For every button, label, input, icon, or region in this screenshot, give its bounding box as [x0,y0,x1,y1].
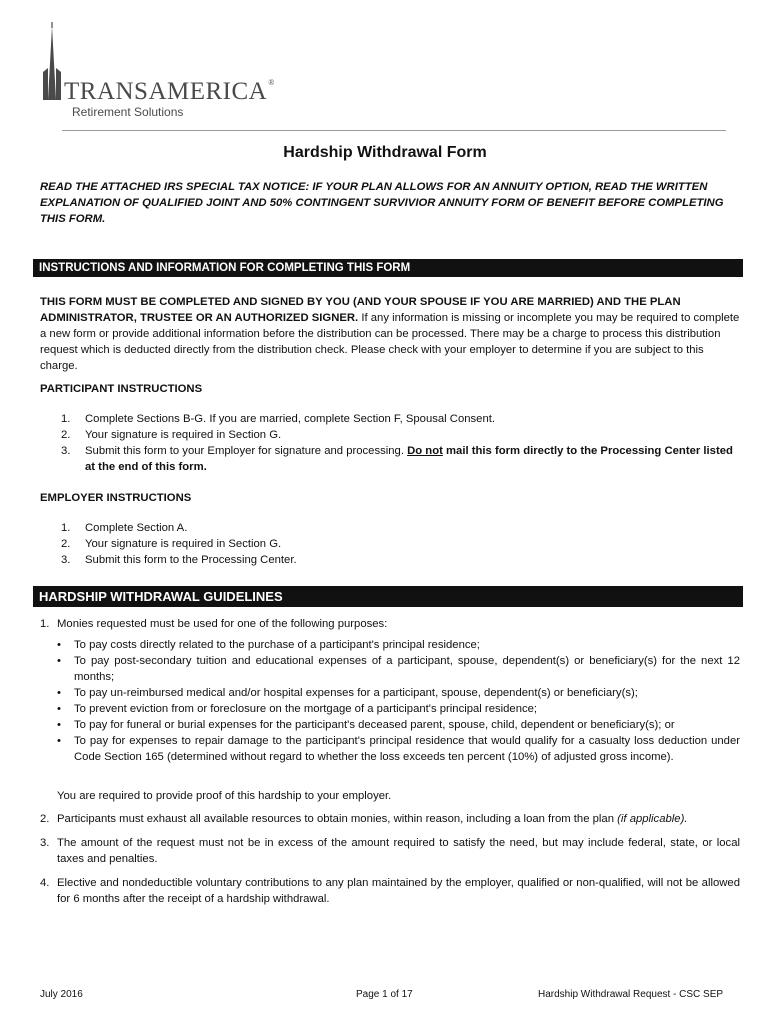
bullet-icon: • [57,703,61,715]
instructions-intro [40,294,740,374]
instructions-section-header: INSTRUCTIONS AND INFORMATION FOR COMPLETING THIS FORM [33,259,743,277]
purposes-bullet-list [57,637,740,765]
list-item: 2. Your signature is required in Section G. [61,429,282,441]
brand-name: TRANSAMERICA® [64,78,275,105]
brand-subtitle: Retirement Solutions [72,105,184,119]
bullet-icon: • [57,719,61,731]
participant-steps-list [40,411,740,475]
employer-steps-list [40,520,740,568]
list-item: • To pay costs directly related to the purchase of a participant's principal residence; [57,639,480,651]
employer-instructions-heading: EMPLOYER INSTRUCTIONS [40,492,192,504]
intro-bold-text: THIS FORM MUST BE COMPLETED AND SIGNED BY YOU (AND YOUR SPOUSE IF YOU ARE MARRIED) AND THE PLAN ADMINISTRATOR, TRUSTEE OR AN AUTHORIZED SIGNER. [40,296,681,324]
footer-date: July 2016 [40,989,83,1000]
participant-instructions-heading: PARTICIPANT INSTRUCTIONS [40,383,203,395]
list-item: • To pay un-reimbursed medical and/or hospital expenses for a participant, spouse, dependent(s) or beneficiary(s); [57,687,638,699]
proof-requirement: You are required to provide proof of this hardship to your employer. [57,790,392,802]
guideline-item-2: 2. Participants must exhaust all available resources to obtain monies, within reason, including a loan from the plan (if applicable). [40,813,688,825]
list-item: • To pay for expenses to repair damage to the participant's principal residence that would qualify for a casualty loss deduction under Code Section 165 (determined without regard to whether the loss exceeds ten percent (10%) of adjusted gross income). [57,735,740,763]
list-item: 1. Complete Sections B-G. If you are married, complete Section F, Spousal Consent. [61,413,496,425]
list-item: 2. Your signature is required in Section G. [61,538,282,550]
bullet-icon: • [57,655,61,667]
list-item: • To pay post-secondary tuition and educational expenses of a participant, spouse, dependent(s) or beneficiary(s) for the next 12 months; [57,655,740,683]
intro-text: If any information is missing or incomplete you may be required to complete a new form or provide additional information before the distribution can be processed. There may be a charge to process this distribution request which is deducted directly from the distribution check. Please check with your employer to determine if you are subject to this charge. [40,312,740,372]
form-title: Hardship Withdrawal Form [283,144,487,161]
bullet-icon: • [57,639,61,651]
header-divider [62,130,726,131]
guideline-item-4: 4. Elective and nondeductible voluntary contributions to any plan maintained by the employer, qualified or non-qualified, will not be allowed for 6 months after the receipt of a hardship withdrawal. [40,877,740,905]
transamerica-logo [40,22,280,122]
list-item: 1. Complete Section A. [61,522,188,534]
footer-page-number: Page 1 of 17 [356,989,413,1000]
list-item: • To pay for funeral or burial expenses for the participant's deceased parent, spouse, child, dependent or beneficiary(s); or [57,719,675,731]
list-item: 3. Submit this form to the Processing Center. [61,554,297,566]
guidelines-section-header: HARDSHIP WITHDRAWAL GUIDELINES [33,586,743,607]
footer-document-name: Hardship Withdrawal Request - CSC SEP [538,989,724,1000]
guideline-item-1: 1. Monies requested must be used for one of the following purposes: [40,618,388,630]
bullet-icon: • [57,687,61,699]
do-not-emphasis: Do not [407,445,443,457]
list-item: • To prevent eviction from or foreclosure on the mortgage of a participant's principal residence; [57,703,538,715]
bullet-icon: • [57,735,61,747]
irs-notice-warning: READ THE ATTACHED IRS SPECIAL TAX NOTICE: IF YOUR PLAN ALLOWS FOR AN ANNUITY OPTION, READ THE WRITTEN EXPLANATION OF QUALIFIED JOINT AND 50% CONTINGENT SURVIVIOR ANNUITY FORM OF BENEFIT BEFORE COMPLETING THIS FORM. [40,181,724,225]
guideline-item-3: 3. The amount of the request must not be in excess of the amount required to satisfy the need, but may include federal, state, or local taxes and penalties. [40,837,740,865]
list-item: 3. Submit this form to your Employer for signature and processing. Do not mail this form directly to the Processing Center listed at the end of this form. [61,445,733,473]
